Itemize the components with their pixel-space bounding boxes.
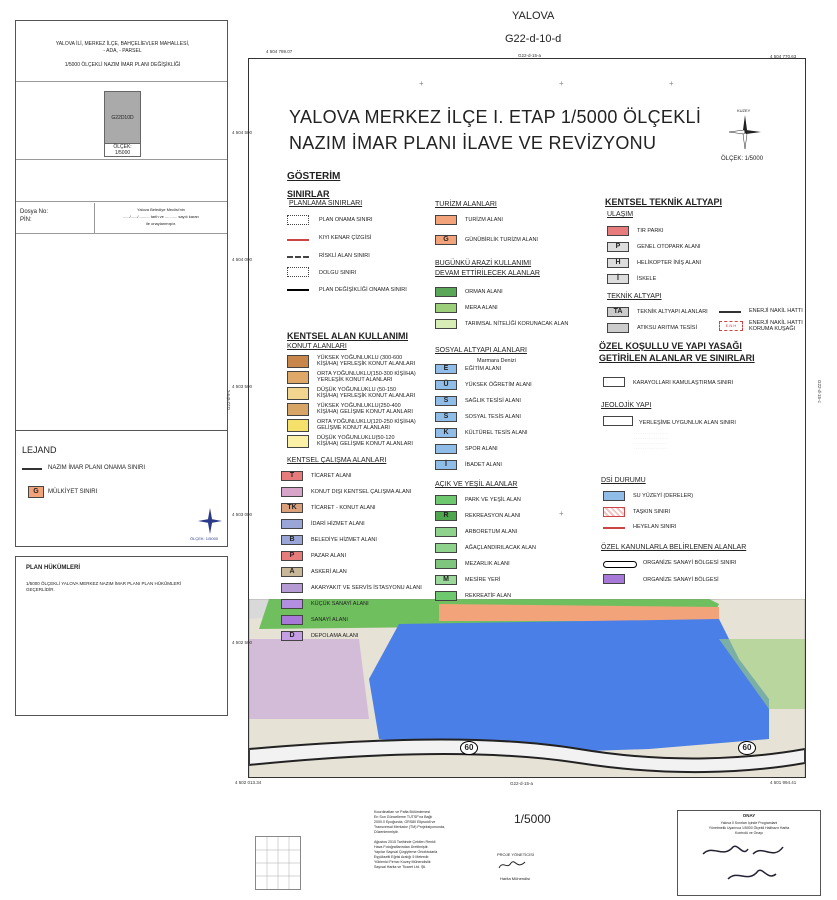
acik-label: REKREASYON ALANI: [465, 513, 521, 519]
konut-symbol: [287, 387, 309, 400]
coord-top-right: 4 504 770.63: [770, 54, 797, 59]
jeolojik-codes: · · · · · · · · · · · · · · · · · · · · · · · · · · · · · · · · · · · · · · · · · · · · · · · · · · · · · · · · · · · · · · · · · · · · · · · · · · · ·: [634, 431, 668, 450]
konut-title: KONUT ALANLARI: [287, 343, 347, 350]
approval-line: Yalova Belediye Meclisi'nin: [137, 207, 185, 212]
teknik-title: KENTSEL TEKNİK ALTYAPI: [605, 197, 723, 207]
index-scale: ÖLÇEK: 1/5000: [104, 143, 141, 157]
sosyal-symbol: İ: [435, 460, 457, 470]
sinir-item: PLAN ONAMA SINIRI: [319, 217, 373, 223]
plan-onama-symbol: [287, 215, 309, 225]
sosyal-symbol: S: [435, 412, 457, 422]
osb-symbol: [603, 574, 625, 584]
coord-left-2: 4 504 000: [232, 257, 253, 262]
sinirlar-title: SINIRLAR: [287, 189, 330, 199]
acik-label: MESİRE YERİ: [465, 577, 501, 583]
datum-line: Hava Fotoğraflarından Üretilmiştir.: [374, 845, 429, 849]
coord-left-4: 4 503 000: [232, 512, 253, 517]
mulkiyet-symbol: G: [28, 486, 44, 498]
calisma-symbol: D: [281, 631, 303, 641]
ulasim-label: İSKELE: [637, 276, 657, 282]
konut-symbol: [287, 435, 309, 448]
map-image: [249, 599, 805, 778]
acik-symbol: [435, 527, 457, 537]
sosyal-title: SOSYAL ALTYAPI ALANLARI: [435, 347, 527, 354]
plan-degisikligi-symbol: [287, 289, 309, 291]
datum-line: Koordinatları ve Pafta Bölümlemesi: [374, 810, 431, 814]
lejand-title: LEJAND: [22, 445, 57, 455]
calisma-label: KONUT DIŞI KENTSEL ÇALIŞMA ALANI: [311, 489, 412, 495]
north-label: KUZEY: [737, 108, 751, 113]
sinir-item: RİSKLİ ALAN SINIRI: [319, 253, 370, 259]
divider: [16, 233, 227, 234]
teknik-symbol: TA: [607, 307, 629, 317]
sheet-code: G22-d-10-d: [505, 33, 562, 45]
divider: [16, 159, 227, 160]
ulasim-label: HELİKOPTER İNİŞ ALANI: [637, 260, 702, 266]
map-title-line-1: YALOVA MERKEZ İLÇE I. ETAP 1/5000 ÖLÇEKLİ: [289, 107, 702, 127]
sheet-index-grid: [255, 836, 301, 890]
calisma-symbol: [281, 615, 303, 625]
datum-line: Ağustos 2015 Tarihinde Çekilen Renkli: [374, 840, 436, 844]
calisma-symbol: [281, 487, 303, 497]
sinir-item: PLAN DEĞİŞİKLİĞİ ONAMA SINIRI: [319, 287, 407, 293]
header-line-1: YALOVA İLİ, MERKEZ İLÇE, BAHÇELİEVLER MAHALLESİ,: [55, 41, 190, 47]
ozel-kosullu-title-1: ÖZEL KOŞULLU VE YAPI YASAĞI: [599, 341, 742, 351]
konut-symbol: [287, 371, 309, 384]
marmara-label: Marmara Denizi: [477, 358, 516, 364]
sosyal-symbol: K: [435, 428, 457, 438]
dsi-title: DSİ DURUMU: [601, 477, 646, 484]
turizm-label: TURİZM ALANI: [465, 217, 503, 223]
konut-label: YÜKSEK YOĞUNLUKLU (300-600 KİŞİ/HA) YERLEŞİK KONUT ALANLARI: [317, 355, 416, 367]
osb-sinir-symbol: [603, 561, 637, 568]
teknik-symbol: [607, 323, 629, 333]
sosyal-label: SPOR ALANI: [465, 446, 498, 452]
enerji-label: ENERJİ NAKİL HATTI: [749, 308, 803, 314]
enerji-koruma-symbol: E.N.H: [719, 321, 743, 331]
calisma-label: TİCARET ALANI: [311, 473, 352, 479]
grid-cross: +: [419, 79, 424, 88]
lejand-item-1: NAZIM İMAR PLANI ONAMA SINIRI: [48, 465, 146, 471]
plan-hukumleri-title: PLAN HÜKÜMLERİ: [26, 565, 80, 571]
calisma-label: TİCARET - KONUT ALANI: [311, 505, 376, 511]
sosyal-symbol: Ü: [435, 380, 457, 390]
road-shield-1: 60: [460, 741, 478, 755]
yerlesime-symbol: [603, 416, 633, 426]
calisma-label: SANAYİ ALANI: [311, 617, 348, 623]
acik-label: PARK VE YEŞİL ALAN: [465, 497, 521, 503]
onama-line-symbol: [22, 468, 42, 470]
index-grid-lines: [256, 837, 300, 889]
ulasim-symbol: [607, 226, 629, 236]
grid-cross: +: [559, 509, 564, 518]
enerji-symbol: [719, 311, 741, 313]
grid-cross: +: [559, 79, 564, 88]
konut-symbol: [287, 403, 309, 416]
konut-label: YÜKSEK YOĞUNLUKLU(250-400 KİŞİ/HA) GELİŞME KONUT ALANLARI: [317, 403, 413, 415]
osb-item: ORGANİZE SANAYİ BÖLGESİ: [643, 577, 719, 583]
sosyal-label: SOSYAL TESİS ALANI: [465, 414, 521, 420]
divider: [16, 81, 227, 82]
sosyal-label: SAĞLIK TESİSİ ALANI: [465, 398, 521, 404]
sosyal-symbol: [435, 444, 457, 454]
enerji-koruma-label: ENERJİ NAKİL HATTI KORUMA KUŞAĞI: [749, 320, 803, 332]
calisma-label: PAZAR ALANI: [311, 553, 347, 559]
acik-symbol: R: [435, 511, 457, 521]
calisma-symbol: P: [281, 551, 303, 561]
calisma-label: İDARİ HİZMET ALANI: [311, 521, 365, 527]
map-scale: ÖLÇEK: 1/5000: [721, 156, 764, 162]
dsi-item: SU YÜZEYİ (DERELER): [633, 493, 694, 499]
index-code: G22D10D: [111, 115, 134, 121]
coord-bottom-right: 4 501 994.41: [770, 780, 797, 785]
road-shield-2: 60: [738, 741, 756, 755]
datum-line: 2000.0 Epoğunda, GRS80 Elipsoidi ve: [374, 820, 436, 824]
calisma-symbol: B: [281, 535, 303, 545]
north-arrow-icon: [727, 113, 763, 151]
konut-label: ORTA YOĞUNLUKLU(120-250 KİŞİ/HA) GELİŞME KONUT ALANLARI: [317, 419, 416, 431]
dolgu-symbol: [287, 267, 309, 277]
lejand-scale: ÖLÇEK: 1/5000: [190, 536, 219, 541]
sosyal-label: KÜLTÜREL TESİS ALANI: [465, 430, 528, 436]
arazi-label: MERA ALANI: [465, 305, 498, 311]
ulasim-label: GENEL OTOPARK ALANI: [637, 244, 701, 250]
calisma-symbol: A: [281, 567, 303, 577]
ulasim-symbol: H: [607, 258, 629, 268]
pin-label: PİN:: [20, 217, 32, 223]
calisma-title: KENTSEL ÇALIŞMA ALANLARI: [287, 457, 387, 464]
acik-symbol: [435, 495, 457, 505]
map-title-line-2: NAZIM İMAR PLANI İLAVE VE REVİZYONU: [289, 133, 657, 153]
osb-item: ORGANİZE SANAYİ BÖLGESİ SINIRI: [643, 560, 737, 566]
turizm-title: TURİZM ALANLARI: [435, 201, 497, 208]
teknik-label: TEKNİK ALTYAPI ALANLARI: [637, 309, 708, 315]
approval-line: ile onaylanmıştır.: [145, 221, 176, 226]
calisma-symbol: T: [281, 471, 303, 481]
coord-left-3: 4 503 500: [232, 384, 253, 389]
top-sheet-code: G22-d-15-a: [518, 53, 542, 58]
coord-left-1: 4 504 500: [232, 130, 253, 135]
acik-title: AÇIK VE YEŞİL ALANLAR: [435, 481, 518, 488]
compass-icon: [196, 506, 224, 536]
acik-symbol: [435, 543, 457, 553]
left-sheet-code: G22-d-9-c: [226, 389, 231, 410]
coord-bottom-left: 4 502 013.34: [235, 780, 262, 785]
datum-line: Transversal Merkator (TM) Projeksiyonunda,: [374, 825, 445, 829]
bugunku-title: BUGÜNKÜ ARAZİ KULLANIMI: [435, 260, 532, 267]
grid-cross: +: [669, 79, 674, 88]
kentsel-alan-title: KENTSEL ALAN KULLANIMI: [287, 331, 408, 341]
turizm-label: GÜNÜBİRLİK TURİZM ALANI: [465, 237, 538, 243]
heyelan-symbol: [603, 527, 625, 529]
dosya-label: Dosya No:: [20, 209, 49, 215]
bottom-scale: 1/5000: [514, 812, 551, 826]
konut-symbol: [287, 355, 309, 368]
calisma-label: KÜÇÜK SANAYİ ALANI: [311, 601, 369, 607]
ulasim-symbol: P: [607, 242, 629, 252]
planlama-title: PLANLAMA SINIRLARI: [289, 200, 363, 207]
arazi-symbol: [435, 319, 457, 329]
riskli-symbol: [287, 256, 309, 258]
divider: [16, 201, 227, 202]
signature-icon: [497, 858, 527, 872]
sosyal-label: EĞİTİM ALANI: [465, 366, 502, 372]
datum-line: Yüklenici Firma: Kuzey Mühendislik: [374, 860, 431, 864]
ozel-kanun-title: ÖZEL KANUNLARLA BELİRLENEN ALANLAR: [601, 544, 747, 551]
datum-line: Düzenlenmiştir.: [374, 830, 399, 834]
datum-notes: [374, 810, 484, 870]
coord-top-left: 4 504 789.07: [266, 49, 293, 54]
calisma-symbol: [281, 599, 303, 609]
proje-name: Harita Mühendisi: [500, 876, 531, 881]
right-sheet-code: G22-d-15-c: [817, 380, 822, 403]
map-frame: [248, 58, 806, 778]
kiyi-symbol: [287, 239, 309, 241]
approval-line: ....../....../.......... tarih ve ........... sayılı kararı: [122, 214, 200, 219]
teknik-alt-title: TEKNİK ALTYAPI: [607, 293, 662, 300]
gosterim-title: GÖSTERİM: [287, 171, 341, 182]
onay-line: Yönetmelik Uyarınca 1/5000 Ölçekli Halihazır Harita: [708, 826, 790, 830]
taskin-symbol: [603, 507, 625, 517]
datum-line: En Son Güncelleme TUTSF'na Bağlı: [374, 815, 433, 819]
datum-line: Eşyükselti Eğrisi Aralığı 5 Metredir.: [374, 855, 430, 859]
dsi-item: TAŞKIN SINIRI: [633, 509, 671, 515]
coord-left-5: 4 502 500: [232, 640, 253, 645]
lejand-box: [15, 430, 228, 547]
ulasim-title: ULAŞIM: [607, 211, 634, 218]
sosyal-symbol: E: [435, 364, 457, 374]
plan-hukumleri-text: 1/5000 ÖLÇEKLİ YALOVA MERKEZ NAZIM İMAR PLANI PLAN HÜKÜMLERİ GEÇERLİDİR.: [26, 581, 182, 592]
arazi-symbol: [435, 287, 457, 297]
calisma-label: ASKERİ ALAN: [311, 569, 347, 575]
header-line-3: 1/5000 ÖLÇEKLİ NAZIM İMAR PLANI DEĞİŞİKLİĞİ: [64, 62, 181, 68]
sosyal-label: YÜKSEK ÖĞRETİM ALANI: [465, 382, 532, 388]
calisma-label: DEPOLAMA ALANI: [311, 633, 359, 639]
calisma-label: AKARYAKIT VE SERVİS İSTASYONU ALANI: [311, 585, 422, 591]
arazi-symbol: [435, 303, 457, 313]
calisma-symbol: TK: [281, 503, 303, 513]
approval-box: [94, 203, 228, 233]
konut-label: DÜŞÜK YOĞUNLUKLU (50-150 KİŞİ/HA) YERLEŞİK KONUT ALANLARI: [317, 387, 416, 399]
ulasim-label: TIR PARKI: [637, 228, 664, 234]
plan-hukumleri-box: [15, 556, 228, 716]
arazi-label: ORMAN ALANI: [465, 289, 503, 295]
onay-title: ONAY: [742, 813, 756, 818]
onay-line: Kontrolü ve Onayı: [734, 831, 763, 835]
su-yuzeyi-symbol: [603, 491, 625, 501]
datum-line: Sayısal Harita ve Ticaret Ltd. Şti.: [374, 865, 427, 869]
ulasim-symbol: İ: [607, 274, 629, 284]
header-line-2: - ADA, - PARSEL: [103, 48, 142, 54]
acik-symbol: [435, 559, 457, 569]
onay-box: [677, 810, 821, 896]
ozel-kosullu-title-2: GETİRİLEN ALANLAR VE SINIRLARI: [599, 353, 755, 363]
acik-label: REKREATİF ALAN: [465, 593, 512, 599]
onay-line: Yalova İl Sınırları İçinde Programlarlı: [720, 821, 778, 825]
onay-signatures: [698, 839, 798, 889]
bottom-sheet-code: G22-d-15-a: [510, 781, 534, 786]
jeolojik-title: JEOLOJİK YAPI: [601, 402, 652, 409]
index-map: [104, 91, 141, 148]
sosyal-label: İBADET ALANI: [465, 462, 502, 468]
sinir-item: DOLGU SINIRI: [319, 270, 357, 276]
calisma-symbol: [281, 519, 303, 529]
turizm-symbol: G: [435, 235, 457, 245]
konut-label: DÜŞÜK YOĞUNLUKLU(50-120 KİŞİ/HA) GELİŞME KONUT ALANLARI: [317, 435, 413, 447]
karayollari-label: KARAYOLLARI KAMULAŞTIRMA SINIRI: [633, 380, 734, 386]
sosyal-symbol: S: [435, 396, 457, 406]
datum-line: Yapılar Sayısal Çizgiyleme Ortofotolarla: [374, 850, 438, 854]
lejand-item-2: MÜLKİYET SINIRI: [48, 489, 98, 495]
city-title: YALOVA: [512, 10, 555, 22]
arazi-label: TARIMSAL NİTELİĞİ KORUNACAK ALAN: [465, 321, 569, 327]
calisma-label: BELEDİYE HİZMET ALANI: [311, 537, 377, 543]
yerlesime-label: YERLEŞİME UYGUNLUK ALAN SINIRI: [639, 420, 736, 426]
proje-label: PROJE YÖNETİCİSİ: [497, 852, 535, 857]
konut-symbol: [287, 419, 309, 432]
karayollari-symbol: [603, 377, 625, 387]
acik-symbol: [435, 591, 457, 601]
konut-label: ORTA YOĞUNLUKLU(150-300 KİŞİ/HA) YERLEŞİK KONUT ALANLARI: [317, 371, 416, 383]
devam-title: DEVAM ETTİRİLECEK ALANLAR: [435, 270, 540, 277]
teknik-label: ATIKSU ARITMA TESİSİ: [637, 325, 698, 331]
sinir-item: KIYI KENAR ÇİZGİSİ: [319, 235, 372, 241]
dsi-item: HEYELAN SINIRI: [633, 524, 677, 530]
acik-symbol: M: [435, 575, 457, 585]
acik-label: ARBORETUM ALANI: [465, 529, 518, 535]
acik-label: MEZARLIK ALANI: [465, 561, 510, 567]
turizm-symbol: [435, 215, 457, 225]
calisma-symbol: [281, 583, 303, 593]
acik-label: AĞAÇLANDIRILACAK ALAN: [465, 545, 536, 551]
